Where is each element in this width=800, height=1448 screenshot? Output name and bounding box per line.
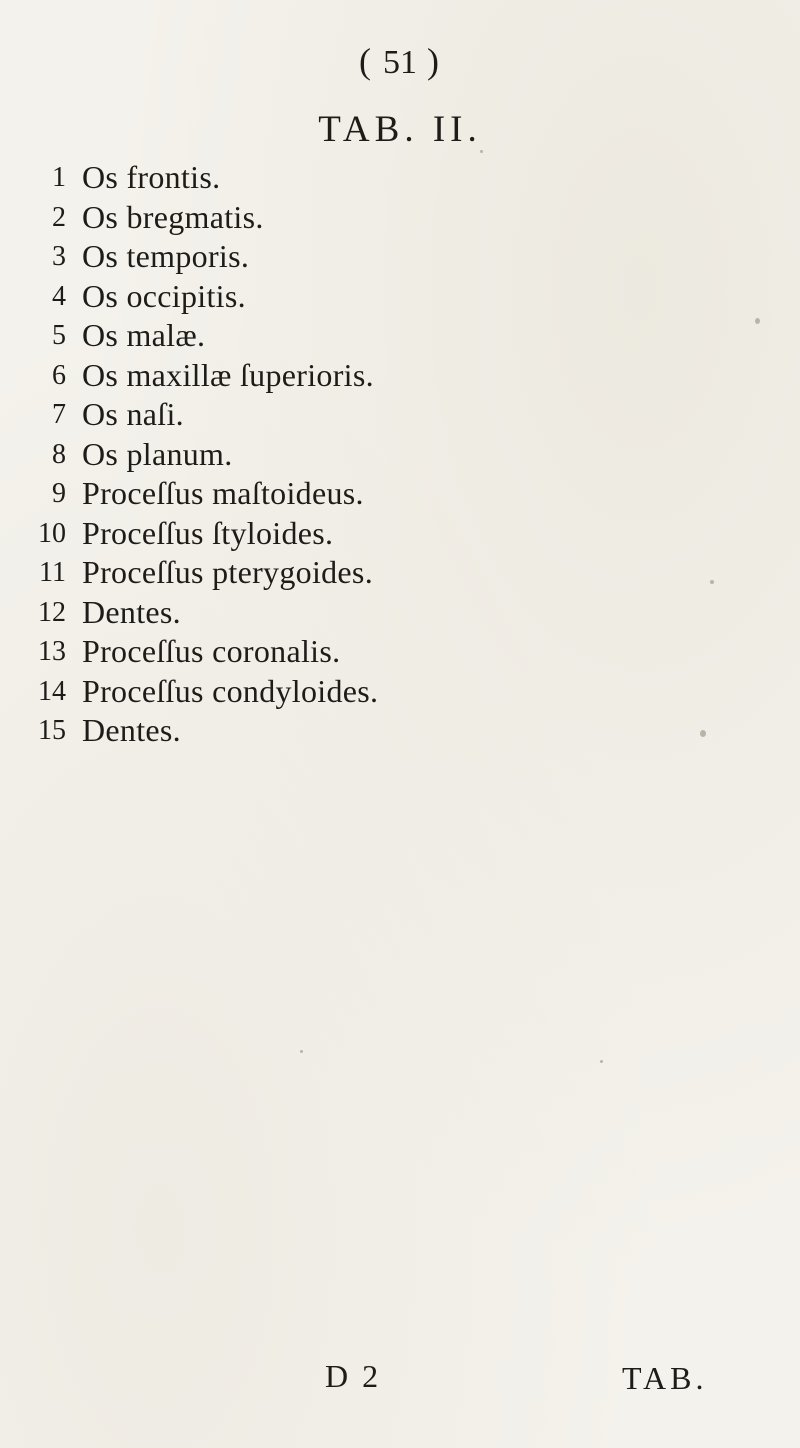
legend-item-label: Os maxillæ ſuperioris. [82, 356, 374, 393]
legend-item-label: Proceſſus coronalis. [82, 633, 341, 669]
legend-item [0, 711, 800, 751]
legend-item-number: 15 [38, 715, 66, 746]
legend-item [0, 514, 800, 554]
legend-item [0, 632, 800, 672]
plate-heading: TAB. II. [318, 109, 482, 150]
paper-speck [300, 1050, 303, 1053]
legend-item-number: 7 [52, 399, 66, 430]
legend-item [0, 435, 800, 475]
paper-speck [755, 318, 760, 324]
legend-item-number: 10 [38, 517, 66, 549]
legend-item-label: Os planum. [82, 435, 233, 472]
legend-item-number: 11 [39, 557, 66, 588]
paper-speck [600, 1060, 603, 1063]
paper-speck [480, 150, 483, 153]
legend-item-label: Os frontis. [82, 159, 221, 195]
legend-item-label: Proceſſus condyloides. [82, 672, 379, 709]
legend-item-label: Proceſſus pterygoides. [82, 554, 373, 590]
legend-item [0, 316, 800, 356]
legend-item-label: Os naſi. [82, 396, 184, 432]
legend-item-label: Proceſſus maſtoideus. [82, 475, 364, 511]
legend-item [0, 356, 800, 396]
legend-item-number: 4 [52, 280, 66, 312]
legend-item [0, 237, 800, 277]
legend-item-label: Os occipitis. [82, 277, 246, 314]
legend-item [0, 553, 800, 593]
legend-item-label: Dentes. [82, 593, 181, 630]
catchword: TAB. [622, 1360, 708, 1396]
page-number-open-paren: ( [359, 41, 373, 81]
page-number [0, 40, 800, 82]
legend-item-number: 5 [52, 320, 66, 351]
legend-item [0, 474, 800, 514]
legend-item [0, 395, 800, 435]
legend-item [0, 593, 800, 633]
legend-item-number: 9 [52, 478, 66, 509]
legend-item-number: 2 [52, 201, 66, 233]
legend-item-label: Os temporis. [82, 238, 250, 274]
legend-item-label: Dentes. [82, 712, 181, 748]
legend-item-label: Proceſſus ſtyloides. [82, 514, 334, 551]
legend-item-number: 6 [52, 359, 66, 391]
legend-item-label: Os malæ. [82, 317, 206, 353]
legend-item [0, 277, 800, 317]
legend-item-number: 3 [52, 241, 66, 272]
signature-mark: D 2 [325, 1358, 382, 1394]
paper-speck [700, 730, 706, 737]
legend-item [0, 198, 800, 238]
legend-list [0, 158, 800, 751]
legend-item-number: 1 [52, 162, 66, 193]
paper-speck [710, 580, 714, 584]
legend-item-number: 12 [38, 596, 66, 628]
legend-item-label: Os bregmatis. [82, 198, 264, 235]
page-number-value: 51 [383, 44, 417, 81]
legend-item-number: 13 [38, 636, 66, 667]
page-number-close-paren: ) [427, 41, 441, 81]
legend-item-number: 14 [38, 675, 66, 707]
legend-item-number: 8 [52, 438, 66, 470]
legend-item [0, 672, 800, 712]
legend-item [0, 158, 800, 198]
